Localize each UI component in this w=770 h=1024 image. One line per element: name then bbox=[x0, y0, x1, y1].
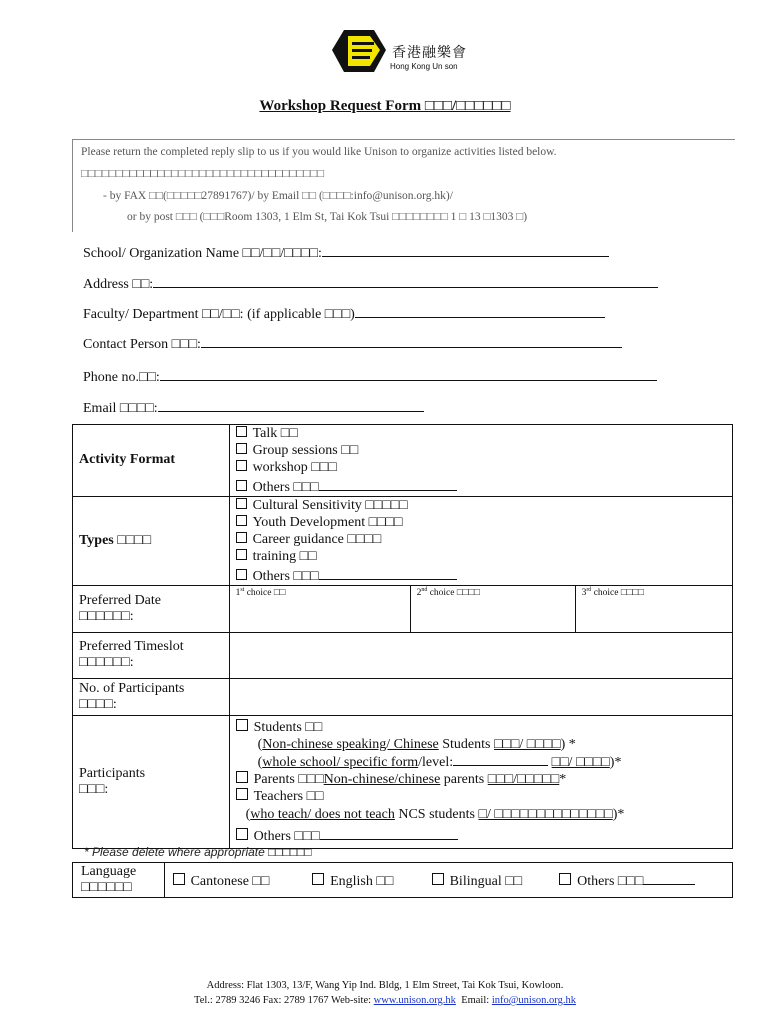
option-others[interactable] bbox=[236, 477, 726, 496]
choice-text: choice □□□□ bbox=[591, 587, 644, 598]
text-segment: )* bbox=[612, 806, 625, 822]
instruction-line: Please return the completed reply slip to us if you would like Unison to organize activities listed below. bbox=[81, 146, 557, 158]
date-label-en: Preferred Date bbox=[79, 592, 162, 608]
language-table bbox=[72, 862, 733, 898]
checkbox-icon[interactable] bbox=[236, 828, 248, 840]
choice-ord: 3 bbox=[581, 587, 587, 598]
participants-count-input[interactable] bbox=[229, 678, 732, 715]
others-input[interactable] bbox=[319, 477, 457, 491]
text-segment: ) * bbox=[560, 736, 576, 752]
choice-text: choice □□□□ bbox=[427, 587, 480, 598]
checkbox-icon[interactable] bbox=[236, 549, 247, 560]
footer-contact bbox=[0, 995, 770, 1006]
text-segment: Non-chinese speaking/ Chinese bbox=[262, 736, 439, 752]
language-label bbox=[73, 863, 165, 898]
checkbox-icon[interactable] bbox=[236, 480, 247, 491]
option-label: Bilingual □□ bbox=[449, 873, 523, 889]
website-link[interactable]: www.unison.org.hk bbox=[373, 995, 456, 1006]
choice-text: choice □□ bbox=[244, 587, 286, 598]
option-label: Teachers □□ bbox=[253, 789, 324, 805]
num-label-en: No. of Participants bbox=[79, 680, 185, 696]
option-label: Others □□□ bbox=[252, 479, 319, 495]
checkbox-icon[interactable] bbox=[236, 569, 247, 580]
num-label-cn: □□□□: bbox=[79, 696, 117, 712]
choice-1[interactable] bbox=[230, 586, 411, 632]
option-english[interactable] bbox=[312, 873, 428, 890]
format-options bbox=[229, 425, 732, 497]
checkbox-icon[interactable] bbox=[236, 515, 247, 526]
option-others[interactable] bbox=[559, 874, 695, 889]
text-segment: NCS students bbox=[394, 806, 479, 822]
timeslot-label bbox=[73, 632, 230, 678]
email-label: Email □□□□: bbox=[83, 401, 158, 416]
teachers-sub bbox=[236, 806, 726, 823]
option-cultural-sensitivity[interactable] bbox=[236, 497, 726, 514]
checkbox-icon[interactable] bbox=[236, 532, 247, 543]
timeslot-label-en: Preferred Timeslot bbox=[79, 639, 184, 655]
instruction-line: - by FAX □□(□□□□□27891767)/ by Email □□ (□□□□:info@unison.org.hk)/ bbox=[103, 190, 453, 202]
text-segment: * bbox=[559, 772, 567, 788]
students-sub-1 bbox=[236, 736, 726, 753]
option-label: Talk □□ bbox=[252, 426, 298, 441]
choice-sup: rd bbox=[586, 586, 592, 593]
date-label bbox=[73, 585, 230, 632]
delete-note: * Please delete where appropriate □□□□□□ bbox=[84, 845, 312, 859]
address-label: Address □□: bbox=[83, 277, 154, 292]
org-name-en: Hong Kong Un son bbox=[390, 62, 458, 71]
others-input[interactable] bbox=[320, 826, 458, 840]
contact-label: Contact Person □□□: bbox=[83, 337, 201, 352]
school-label: School/ Organization Name □□/□□/□□□□: bbox=[83, 246, 322, 261]
choice-ord: 2 bbox=[416, 587, 422, 598]
option-label: Others □□□ bbox=[577, 873, 644, 889]
option-others[interactable] bbox=[236, 826, 726, 845]
language-label-cn: □□□□□□ bbox=[81, 880, 132, 895]
option-parents[interactable] bbox=[236, 771, 726, 788]
language-options bbox=[164, 863, 732, 898]
phone-field bbox=[83, 366, 657, 386]
option-label: Others □□□ bbox=[252, 568, 319, 584]
email-link[interactable]: info@unison.org.hk bbox=[491, 995, 576, 1006]
checkbox-icon[interactable] bbox=[432, 873, 444, 885]
option-label: Group sessions □□ bbox=[252, 443, 359, 459]
activity-table bbox=[72, 424, 733, 849]
timeslot-input[interactable] bbox=[229, 632, 732, 678]
phone-input[interactable] bbox=[160, 366, 657, 381]
text-segment: who teach/ does not teach bbox=[250, 806, 395, 822]
option-label: Cantonese □□ bbox=[190, 873, 270, 889]
org-name-cn: 香港融樂會 bbox=[392, 45, 467, 61]
checkbox-icon[interactable] bbox=[236, 426, 247, 437]
footer-email-label: Email: bbox=[455, 995, 492, 1006]
option-label: Others □□□ bbox=[253, 828, 320, 844]
contact-input[interactable] bbox=[201, 333, 622, 348]
text-segment: ( bbox=[245, 806, 251, 822]
option-workshop[interactable] bbox=[236, 459, 726, 476]
school-input[interactable] bbox=[322, 242, 609, 257]
format-label: Activity Format bbox=[73, 425, 230, 497]
choice-sup: st bbox=[240, 586, 245, 593]
option-label: Youth Development □□□□ bbox=[252, 515, 403, 531]
choice-ord: 1 bbox=[235, 587, 241, 598]
text-segment: □□/ □□□□ bbox=[551, 755, 610, 771]
checkbox-icon[interactable] bbox=[236, 460, 247, 471]
checkbox-icon[interactable] bbox=[236, 443, 247, 454]
checkbox-icon[interactable] bbox=[236, 498, 247, 509]
participants-label bbox=[73, 715, 230, 848]
checkbox-icon[interactable] bbox=[173, 873, 185, 885]
text-segment: ( bbox=[257, 736, 263, 752]
checkbox-icon[interactable] bbox=[312, 873, 324, 885]
footer-address: Address: Flat 1303, 13/F, Wang Yip Ind. Bldg, 1 Elm Street, Tai Kok Tsui, Kowloon. bbox=[206, 980, 564, 991]
participants-label-cn: □□□: bbox=[79, 781, 109, 797]
option-label: English □□ bbox=[330, 873, 394, 889]
option-youth-development[interactable] bbox=[236, 514, 726, 531]
others-input[interactable] bbox=[643, 871, 695, 885]
text-segment: □□□/□□□□□ bbox=[487, 772, 560, 788]
text-segment: )* bbox=[609, 755, 622, 771]
address-field bbox=[83, 273, 658, 293]
level-input[interactable] bbox=[453, 753, 548, 766]
school-field bbox=[83, 242, 609, 262]
text-segment: parents bbox=[440, 772, 488, 788]
language-label-en: Language bbox=[81, 864, 137, 879]
text-segment: /level: bbox=[418, 755, 454, 771]
choice-3[interactable] bbox=[576, 586, 732, 632]
text-segment: whole school/ specific form bbox=[262, 755, 419, 771]
text-segment: Parents □□□ bbox=[253, 772, 324, 788]
faculty-field bbox=[83, 303, 605, 323]
choice-sup: nd bbox=[421, 586, 428, 593]
text-segment: □□□/ □□□□ bbox=[493, 736, 561, 752]
timeslot-label-cn: □□□□□□: bbox=[79, 655, 134, 671]
phone-label: Phone no.□□: bbox=[83, 370, 160, 385]
others-input[interactable] bbox=[319, 566, 457, 580]
option-bilingual[interactable] bbox=[432, 873, 556, 890]
logo-mark-icon bbox=[330, 28, 388, 74]
text-segment: ( bbox=[257, 755, 263, 771]
checkbox-icon[interactable] bbox=[236, 771, 248, 783]
date-label-cn: □□□□□□: bbox=[79, 608, 134, 624]
address-input[interactable] bbox=[153, 273, 658, 288]
contact-field bbox=[83, 333, 622, 353]
option-training[interactable] bbox=[236, 548, 726, 565]
participants-label-en: Participants bbox=[79, 765, 146, 781]
option-label: workshop □□□ bbox=[252, 460, 337, 476]
choice-2[interactable] bbox=[411, 586, 576, 632]
option-talk[interactable] bbox=[236, 425, 726, 442]
faculty-input[interactable] bbox=[355, 303, 605, 318]
option-label: Students □□ bbox=[253, 719, 323, 735]
email-input[interactable] bbox=[158, 397, 424, 412]
option-others[interactable] bbox=[236, 566, 726, 585]
email-field bbox=[83, 397, 424, 417]
participants-options bbox=[229, 715, 732, 848]
option-career-guidance[interactable] bbox=[236, 531, 726, 548]
option-cantonese[interactable] bbox=[173, 873, 309, 890]
instructions-box bbox=[72, 139, 735, 232]
option-students[interactable] bbox=[236, 719, 726, 736]
text-segment: □/ □□□□□□□□□□□□□□ bbox=[478, 806, 613, 822]
option-label: Career guidance □□□□ bbox=[252, 532, 382, 548]
students-sub-2 bbox=[236, 753, 726, 771]
faculty-label: Faculty/ Department □□/□□: (if applicable □□□) bbox=[83, 307, 355, 322]
types-label: Types □□□□ bbox=[73, 496, 230, 585]
instruction-line: or by post □□□ (□□□Room 1303, 1 Elm St, Tai Kok Tsui □□□□□□□□ 1 □ 13 □1303 □) bbox=[127, 211, 528, 223]
text-segment: Students bbox=[438, 736, 494, 752]
footer-tel: Tel.: 2789 3246 Fax: 2789 1767 Web-site: bbox=[194, 995, 374, 1006]
text-segment: Non-chinese/chinese bbox=[323, 772, 441, 788]
type-options bbox=[229, 496, 732, 585]
participants-count-label bbox=[73, 678, 230, 715]
form-title: Workshop Request Form □□□/□□□□□□ bbox=[259, 98, 511, 114]
option-label: Cultural Sensitivity □□□□□ bbox=[252, 497, 408, 513]
checkbox-icon[interactable] bbox=[559, 873, 571, 885]
option-label: training □□ bbox=[252, 549, 317, 565]
option-group-sessions[interactable] bbox=[236, 442, 726, 459]
option-teachers[interactable] bbox=[236, 788, 726, 805]
checkbox-icon[interactable] bbox=[236, 719, 248, 731]
date-choices bbox=[229, 585, 732, 632]
checkbox-icon[interactable] bbox=[236, 788, 248, 800]
instruction-line: □□□□□□□□□□□□□□□□□□□□□□□□□□□□□□□□□□□ bbox=[81, 168, 325, 180]
